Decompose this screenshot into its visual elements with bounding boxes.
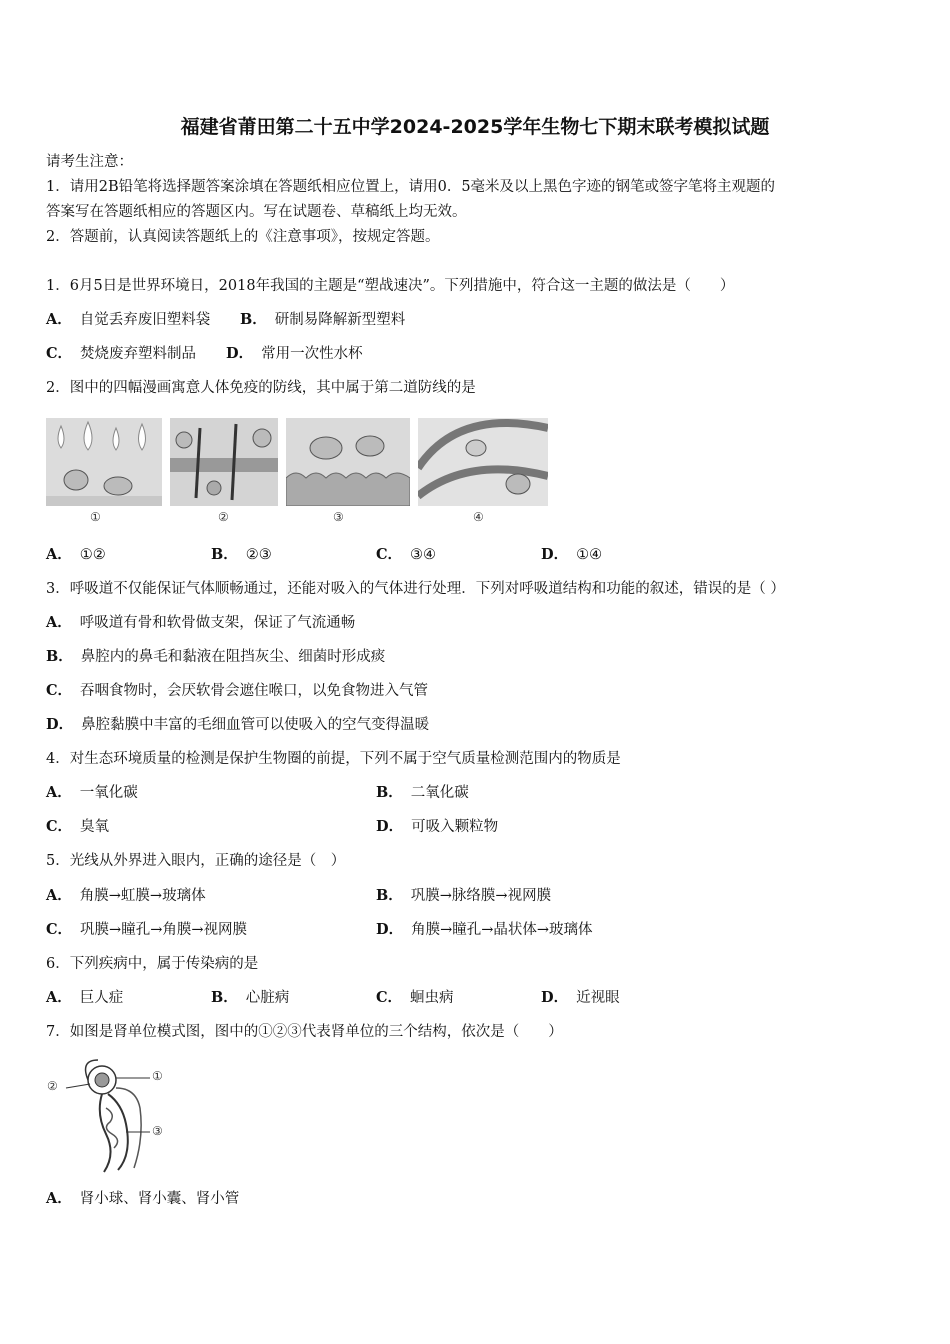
question-7-stem: 7．如图是肾单位模式图，图中的①②③代表肾单位的三个结构，依次是（ ）: [46, 1024, 563, 1040]
option-label: D．: [541, 989, 569, 1006]
option-text: 巩膜→脉络膜→视网膜: [410, 888, 552, 904]
option-label: B．: [46, 648, 73, 665]
option-text: 近视眼: [576, 990, 620, 1006]
option-text: 心脏病: [245, 990, 290, 1006]
option-label: B．: [240, 311, 267, 328]
question-2-stem: 2．图中的四幅漫画寓意人体免疫的防线，其中属于第二道防线的是: [46, 380, 476, 396]
option-label: D．: [226, 345, 254, 362]
nephron-label-3: ③: [152, 1124, 163, 1138]
question-7-option-a[interactable]: [46, 1189, 239, 1209]
question-5-option-b[interactable]: [376, 886, 551, 906]
option-label: B．: [211, 546, 238, 563]
option-text: 鼻腔内的鼻毛和黏液在阻挡灰尘、细菌时形成痰: [80, 649, 386, 665]
option-label: A．: [46, 546, 72, 563]
nephron-label-1: ①: [152, 1069, 163, 1083]
question-1-option-a[interactable]: [46, 310, 210, 330]
option-label: D．: [46, 716, 74, 733]
option-text: 角膜→虹膜→玻璃体: [79, 888, 206, 904]
question-6-stem: 6．下列疾病中，属于传染病的是: [46, 956, 259, 972]
option-text: 一氧化碳: [79, 785, 138, 801]
option-label: C．: [46, 345, 73, 362]
question-3-stem: 3．呼吸道不仅能保证气体顺畅通过，还能对吸入的气体进行处理．下列对呼吸道结构和功能的叙述，错误的是（ ）: [46, 581, 785, 597]
option-text: 鼻腔黏膜中丰富的毛细血管可以使吸入的空气变得温暖: [81, 717, 430, 733]
option-text: 常用一次性水杯: [261, 346, 363, 362]
question-1-option-b[interactable]: [240, 310, 405, 330]
option-label: A．: [46, 887, 72, 904]
question-4-option-a[interactable]: [46, 783, 138, 803]
question-2-option-b[interactable]: [211, 545, 272, 565]
question-5-stem: 5．光线从外界进入眼内，正确的途径是（ ）: [46, 853, 346, 869]
question-5-option-c[interactable]: [46, 920, 247, 940]
option-text: 研制易降解新型塑料: [274, 312, 406, 328]
option-text: 可吸入颗粒物: [411, 819, 499, 835]
option-label: C．: [46, 921, 73, 938]
question-5-option-d[interactable]: [376, 920, 593, 940]
question-4-option-d[interactable]: [376, 817, 498, 837]
question-4-option-c[interactable]: [46, 817, 109, 837]
option-text: ③④: [410, 547, 437, 563]
immunity-cartoon-4: [418, 418, 548, 506]
question-3-option-d[interactable]: [46, 715, 429, 735]
question-6-option-b[interactable]: [211, 988, 289, 1008]
question-5-option-a[interactable]: [46, 886, 206, 906]
option-label: C．: [46, 682, 73, 699]
option-label: C．: [376, 546, 403, 563]
question-6-option-d[interactable]: [541, 988, 620, 1008]
question-2-option-c[interactable]: [376, 545, 436, 565]
question-6-option-a[interactable]: [46, 988, 123, 1008]
option-text: 吞咽食物时，会厌软骨会遮住喉口，以免食物进入气管: [80, 683, 429, 699]
question-4-stem: 4．对生态环境质量的检测是保护生物圈的前提，下列不属于空气质量检测范围内的物质是: [46, 751, 621, 767]
immunity-cartoon-3: [286, 418, 410, 506]
question-1-option-d[interactable]: [226, 344, 363, 364]
option-text: 巨人症: [79, 990, 124, 1006]
option-label: D．: [541, 546, 569, 563]
option-text: 肾小球、肾小囊、肾小管: [79, 1191, 240, 1207]
question-6-option-c[interactable]: [376, 988, 454, 1008]
option-label: A．: [46, 311, 72, 328]
immunity-cartoon-1: [46, 418, 162, 506]
notice-heading: 请考生注意：: [46, 154, 133, 170]
question-3-option-b[interactable]: [46, 647, 385, 667]
option-label: A．: [46, 614, 72, 631]
option-text: 自觉丢弃废旧塑料袋: [79, 312, 211, 328]
option-label: B．: [376, 887, 403, 904]
notice-item-1-line-1: 1．请用2B铅笔将选择题答案涂填在答题纸相应位置上，请用0．5毫米及以上黑色字迹的钢笔或签字笔将主观题的: [46, 179, 776, 195]
option-label: B．: [211, 989, 238, 1006]
figure-caption-1: ①: [90, 510, 101, 524]
question-1-stem: 1．6月5日是世界环境日，2018年我国的主题是“塑战速决”。下列措施中，符合这一主题的做法是（ ）: [46, 278, 735, 294]
option-text: 臭氧: [80, 819, 110, 835]
notice-item-2: 2．答题前，认真阅读答题纸上的《注意事项》，按规定答题。: [46, 229, 440, 245]
option-label: B．: [376, 784, 403, 801]
option-label: A．: [46, 784, 72, 801]
option-label: A．: [46, 1190, 72, 1207]
option-text: ①④: [576, 547, 603, 563]
question-4-option-b[interactable]: [376, 783, 469, 803]
question-3-option-c[interactable]: [46, 681, 428, 701]
notice-item-1-line-2: 答案写在答题纸相应的答题区内。写在试题卷、草稿纸上均无效。: [46, 204, 467, 220]
figure-caption-2: ②: [218, 510, 229, 524]
question-2-option-d[interactable]: [541, 545, 602, 565]
question-2-option-a[interactable]: [46, 545, 106, 565]
option-text: 焚烧废弃塑料制品: [80, 346, 197, 362]
option-text: 二氧化碳: [410, 785, 469, 801]
option-label: D．: [376, 818, 404, 835]
option-text: 角膜→瞳孔→晶状体→玻璃体: [411, 922, 593, 938]
immunity-cartoon-2: [170, 418, 278, 506]
question-1-option-c[interactable]: [46, 344, 196, 364]
option-label: C．: [46, 818, 73, 835]
question-3-option-a[interactable]: [46, 613, 355, 633]
option-text: ②③: [245, 547, 272, 563]
option-label: D．: [376, 921, 404, 938]
page-title: 福建省莆田第二十五中学2024-2025学年生物七下期末联考模拟试题: [180, 116, 770, 138]
option-text: ①②: [79, 547, 106, 563]
option-label: C．: [376, 989, 403, 1006]
figure-caption-4: ④: [473, 510, 484, 524]
nephron-label-2: ②: [47, 1079, 58, 1093]
figure-caption-3: ③: [333, 510, 344, 524]
option-text: 巩膜→瞳孔→角膜→视网膜: [80, 922, 247, 938]
option-text: 蛔虫病: [410, 990, 454, 1006]
option-label: A．: [46, 989, 72, 1006]
option-text: 呼吸道有骨和软骨做支架，保证了气流通畅: [79, 615, 356, 631]
